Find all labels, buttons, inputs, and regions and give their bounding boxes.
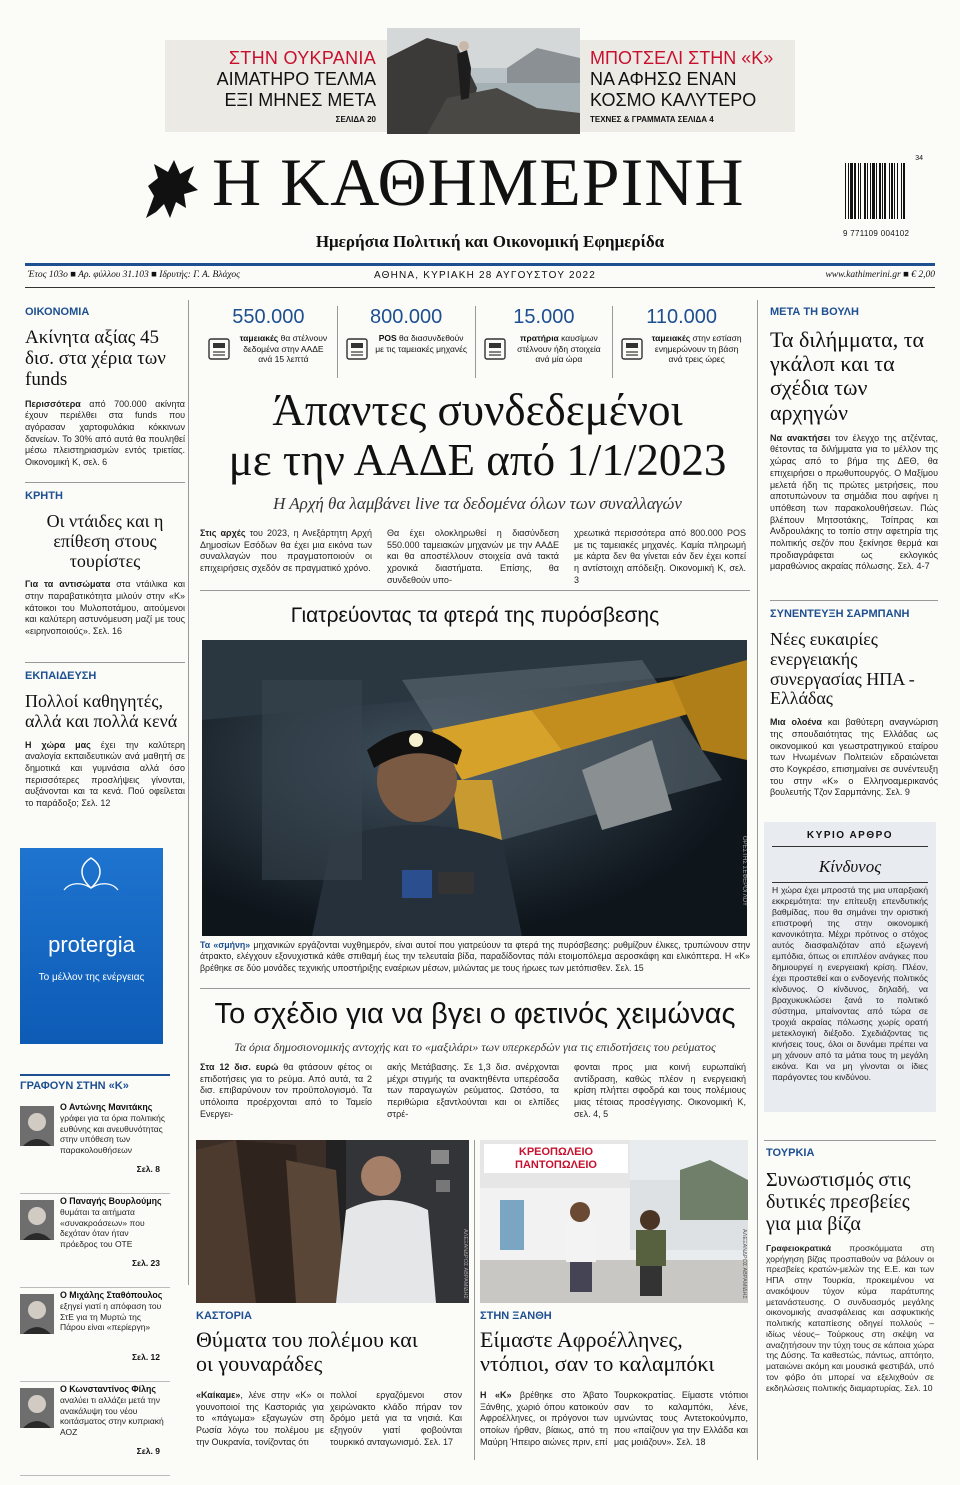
writer-name: Ο Μιχάλης Σταθόπουλος [60,1290,163,1300]
education-story[interactable] [25,670,185,810]
kastoria-col2: πολλοί εργαζόμενοι στον χειρώνακτο κλάδο πήραν τον δρόμο μετά για τα νησιά. Και εξηγούν γιατί φοβούνται τουρκικό ανταγωνισμό. Σελ. 17 [330,1390,462,1447]
winter-headline[interactable]: Το σχέδιο για να βγει ο φετινός χειμώνας [214,998,736,1030]
winter-col2: ακής Μετάβασης. Σε 1,3 δισ. ανέρχονται μέχρι στιγμής τα ανακτηθέντα υπερέσοδα των παραγωγών ρεύματος. Ωστόσο, τα περιθώρια εξαντλούνται και οι ελπίδες στρέ- [387,1062,559,1119]
date-rule [25,287,935,288]
divider [200,590,750,591]
column-divider [474,1140,475,1460]
barcode-number: 9 771109 004102 [843,229,910,238]
lead-col1: Στις αρχές του 2023, η Ανεξάρτητη Αρχή Δημοσίων Εσόδων θα έχει μια εικόνα των συναλλαγών που πραγματοποιούν οι επιχειρήσεις σχεδόν σε πραγματικό χρόνο. [200,528,373,574]
writer-page: Σελ. 12 [131,1352,160,1362]
section-label: ΜΕΤΑ ΤΗ ΒΟΥΛΗ [770,306,859,318]
issue-info: Έτος 103ο ■ Αρ. φύλλου 31.103 ■ Ιδρυτής: Γ. Α. Βλάχος [28,270,241,280]
receipt-icon [619,333,645,363]
divider [764,1140,936,1141]
avatar [20,1106,54,1146]
writer-name: Ο Αντώνης Μανιτάκης [60,1102,153,1112]
kastoria-col1: «Καίκαμε», λένε στην «Κ» οι γουνοποιοί της Καστοριάς για το «πάγωμα» εξαγωγών στη Ρωσία λόγω του πολέμου με την Ουκρανία, τονίζοντας ότι [196,1390,324,1447]
griffin-icon [140,156,202,222]
xanthi-photo[interactable] [480,1140,748,1303]
avatar [20,1294,54,1334]
editorial-label: ΚΥΡΙΟ ΑΡΘΡΟ [806,830,894,841]
masthead-logo [140,156,202,222]
teaser-right-kicker: ΜΠΟΤΣΕΛΙ ΣΤΗΝ «Κ» [590,48,774,68]
lead-headline[interactable] [200,386,755,485]
editorial-text: Η χώρα έχει μπροστά της μια υπαρξιακή εκκρεμότητα: την επίτευξη επενδυτικής βαθμίδας, που θα σημάνει την οριστική επιστροφή της στην οικονομική κανονικότητα. Μέχρι πρότινος ο στόχος αυτός διασφαλιζόταν από εξωγενή εμπόδια, όπως οι επιπλέον ανάγκες που δημιουργεί η ενεργειακή κρίση. Πλέον, έχει προστεθεί και ο ενδογενής πολιτικός κίνδυνος. Ο κίνδυνος, δηλαδή, να βραχυκυκλώσει ξανά το πολιτικό σύστημα, μπαίνοντας από τώρα σε τροχιά ακραίας πόλωσης χωρίς ορατή μετεκλογική διέξοδο. Σχεδιάζοντας τις κινήσεις τους, όλοι οι δυνάμει πρέπει να μη χάνουν από τα μάτια τους τη μεγάλη εικόνα. Και να μη γίνονται οι ίδιες παράγοντες του κινδύνου. [772,885,928,1082]
divider [772,882,928,883]
headline: Οι ντάιδες και η επίθεση στους τουρίστες [46,511,164,571]
masthead-subtitle: Ημερήσια Πολιτική και Οικονομική Εφημερίδα [315,232,665,251]
writer-text: αναλύει τι αλλάζει μετά την ανακάλυψη του νέου κοιτάσματος στην κυπριακή ΑΟΖ [60,1395,164,1437]
editorial-title: Κίνδυνος [818,857,882,876]
winter-subhead: Τα όρια δημοσιονομικής αντοχής και το «μαξιλάρι» των υπερκερδών για τις επιδοτήσεις του ρεύματος [234,1040,716,1054]
stat-value: 550.000 [232,306,305,328]
stat-item [613,306,750,378]
xanthi-col1: Η «Κ» βρέθηκε στο Άβατο Ξάνθης, χωριό όπου κατοικούν Αφροέλληνες, οι πρόγονοι των οποίων ήρθαν, βίαιως, από τη Μαύρη Ήπειρο αιώνες πριν, επί [480,1390,608,1447]
section-label: ΤΟΥΡΚΙΑ [766,1147,815,1159]
story-text: Μια ολοένα και βαθύτερη αναγνώριση της σπουδαιότητας της Ελλάδας ως οικονομικού και γεωστρατηγικού εταίρου των Ηνωμένων Πολιτειών εδραιώνεται στο Κογκρέσο, επισημαίνει σε συνέντευξη του στην «Κ» ο Ελληνοαμερικανός βουλευτής Τζον Σαρμπάνης. Σελ. 9 [770,717,938,798]
story-text: Περισσότερα από 700.000 ακίνητα έχουν περιέλθει στα funds που αγόρασαν χαρτοφυλάκια κόκκινων δανείων. Το 30% από αυτά θα πουληθεί μέσω πλειστηριασμών εντός τριετίας. Οικονομική Κ, σελ. 6 [25,398,185,468]
writer-name: Ο Κωνσταντίνος Φίλης [60,1384,156,1394]
economy-story[interactable] [25,306,185,469]
editorial-box[interactable] [764,822,936,1112]
writers-section: ΓΡΑΦΟΥΝ ΣΤΗΝ «Κ» [20,1080,129,1092]
divider [25,662,185,663]
writers-rule [20,1074,170,1076]
winter-col1: Στα 12 δισ. ευρώ θα φτάσουν φέτος οι επιδοτήσεις για το ρεύμα. Από αυτά, τα 2 δισ. επιβαρύνουν τον προϋπολογισμό. Τα υπόλοιπα προέρχονται από το Ταμείο Ενεργει- [200,1062,372,1119]
web-price: www.kathimerini.gr ■ € 2,00 [825,270,935,280]
masthead-rule [25,263,935,266]
lead-col3: χρεωτικά περισσότερα από 800.000 POS με τις ταμειακές μηχανές. Καμία πληρωμή με κάρτα δεν θα γίνεται εάν δεν έχει κοπεί η αντίστοιχη απόδειξη. Οικονομική Κ, σελ. 3 [574,528,746,585]
avatar [20,1388,54,1428]
furrier-illustration [196,1140,469,1303]
story-text: Για τα αντισώματα στα ντάιλικα και στην παραβατικότητα μιλούν στην «Κ» κάτοικοι του Μυλοποτάμου, αιτούμενοι και καλύτερη αστυνόμευση μαζί με τους «ειρηνοποιούς». Σελ. 16 [25,579,185,637]
issue-date: ΑΘΗΝΑ, ΚΥΡΙΑΚΗ 28 ΑΥΓΟΥΣΤΟΥ 2022 [373,270,597,281]
lead-subhead: Η Αρχή θα λαμβάνει live τα δεδομένα όλων των συναλλαγών [273,494,682,513]
teaser-left[interactable] [170,48,376,124]
headline: Τα διλήμματα, τα γκάλοπ και τα σχέδια των αρχηγών [770,327,925,425]
column-divider-left [188,300,189,1285]
teaser-right-page: ΤΕΧΝΕΣ & ΓΡΑΜΜΑΤΑ ΣΕΛΙΔΑ 4 [590,115,714,124]
teaser-photo-coast[interactable] [387,28,580,134]
avatar [20,1200,54,1240]
writer-page: Σελ. 23 [131,1258,160,1268]
technician-photo[interactable] [202,640,747,936]
shop-sign-line1: ΚΡΕΟΠΩΛΕΙΟ [518,1146,594,1158]
writer-item[interactable] [20,1102,170,1194]
stat-text: πρατήρια καυσίμων στέλνουν ήδη στοιχεία ανά μία ώρα [517,333,601,365]
divider [772,846,928,847]
writer-text: γράφει για τα όρια πολιτικής ευθύνης και ανευθυνότητας στην υπόθεση των παρακολουθήσεων [60,1113,165,1155]
stats-row [200,306,750,378]
section-label: ΟΙΚΟΝΟΜΙΑ [25,306,90,318]
technician-illustration [202,640,747,936]
shop-sign-line2: ΠΑΝΤΟΠΩΛΕΙΟ [515,1158,597,1171]
masthead-title: Η ΚΑΘΗΜΕΡΙΝΗ [212,144,745,220]
shop-sign [484,1144,628,1173]
stat-item [476,306,614,378]
writer-text: θυμάται τα αιτήματα «συνακροάσεων» που δεχόταν όταν ήταν πρόεδρος του ΟΤΕ [60,1207,145,1249]
headline: Πολλοί καθηγητές, αλλά και πολλά κενά [25,691,178,731]
divider [770,600,938,601]
teaser-left-line1: ΑΙΜΑΤΗΡΟ ΤΕΛΜΑ [216,69,376,89]
winter-col3: φονται προς μια κοινή ευρωπαϊκή αντίδραση, καθώς πλέον η ενεργειακή κρίση πλήττει σφοδρά και τους πολέμιους μιας τέτοιας προσέγγισης. Οικονομική Κ, σελ. 4, 5 [574,1062,746,1119]
writer-text: εξηγεί γιατί η απόφαση του ΣτΕ για τη Μυρτώ της Πάρου είναι «περίεργη» [60,1301,162,1333]
stat-item [200,306,338,378]
lead-headline-line2: με την ΑΑΔΕ από 1/1/2023 [228,434,727,485]
photo-caption: Τα «σμήνη» μηχανικών εργάζονται νυχθημερόν, είναι αυτοί που γιατρεύουν τα φτερά της πυρόσβεσης: ρυθμίζουν έλικες, τρυπώνουν στην άτρακτο, ελέγχουν εξονυχιστικά κάθε σπιθαμή έως την τελευταία βίδα, παραδίδοντας πάλι ετοιμοπόλεμα αεροσκάφη και ελικόπτερα. Η «Κ» βρέθηκε σε δύο μονάδες τεχνικής υποστήριξης εναέριων μέσων, μιλώντας με τους ήρωες των μετόπισθεν. Σελ. 15 [200,940,750,973]
ad-slogan: Το μέλλον της ενέργειας [38,972,145,983]
teaser-right-line2: ΚΟΣΜΟ ΚΑΛΥΤΕΡΟ [590,90,757,110]
teaser-right[interactable] [590,48,790,124]
lead-col2: Θα έχει ολοκληρωθεί η διασύνδεση 550.000 ταμειακών μηχανών με την ΑΑΔΕ και θα αποστέλλουν στοιχεία ανά τακτά χρονικά διαστήματα. Επίσης, θα συνδεθούν υπο- [387,528,559,585]
fuel-pump-icon [482,333,508,363]
divider [200,988,750,989]
stat-text: POS θα διασυνδεθούν με τις ταμειακές μηχανές [375,333,468,354]
writer-name: Ο Παναγής Βουρλούμης [60,1196,162,1206]
writer-item[interactable] [20,1196,170,1288]
pos-terminal-icon [344,333,370,363]
stat-value: 15.000 [513,306,575,328]
stat-item [338,306,476,378]
story-text: Γραφειοκρατικά προσκόμματα στη χορήγηση βίζας προσπαθούν να βάλουν οι πρεσβείες κρατών-μελών της Ε.Ε. και των ΗΠΑ στην Τουρκία, προκειμένου να ανακόψουν τύχον κύμα παράτυπης μετανάστευσης. Ο συνδυασμός μεγάλης οικονομικής ανασφάλειας και ασφυκτικής πολιτικής καταπίεσης οδηγεί πολλούς –ιδίως νέους– Τούρκους στη σκέψη να αναζητήσουν την τύχη τους σε κάποια χώρα της Δύσης. Τα καθεστώς, πάντως, απτόητο, ματαιώνει ακόμη και μουσικά φεστιβάλ, υπό τον φόβο ότι μπορεί να εξελιχθούν σε εκδηλώσεις πολιτικής διαμαρτυρίας. Σελ. 10 [766,1243,934,1393]
writer-page: Σελ. 9 [136,1446,160,1456]
xanthi-section: ΣΤΗΝ ΞΑΝΘΗ [480,1310,552,1322]
crete-story[interactable] [25,490,185,638]
writer-item[interactable] [20,1290,170,1382]
stat-text: ταμειακές στην εστίαση ενημερώνουν τη βάση ανά τρεις ώρες [651,333,742,365]
stat-value: 110.000 [646,306,718,328]
photo-credit: ΑΛΕΞΑΝΔΡΟΣ ΑΒΡΑΜΙΔΗΣ [741,1229,747,1299]
xanthi-col2: Τουρκοκρατίας. Είμαστε ντόπιοι σαν το καλαμπόκι, λένε, υμνώντας τους Αντετοκούνμπο, που «παίζουν για την Ελλάδα και μας μοιάζουν». Σελ. 18 [614,1390,748,1447]
story-text: Να ανακτήσει τον έλεγχο της ατζέντας, θέτοντας τα διλήμματα για το μέλλον της χώρας από το βήμα της ΔΕΘ, θα επιχειρήσει ο πρωθυπουργός. Ο Μαξίμου μελετά ήδη τις πρώτες μετρήσεις, που αποτυπώνουν τα σημάδια που αφήνει η υπόθεση των παρακολουθήσεων. Πώς βλέπουν Μητσοτάκης, Τσίπρας και Ανδρουλάκης το τοπίο στην αφετηρία της πολιτικής σεζόν που ξεκίνησε θερμά και προδιαγράφεται ως εκλογικός μαραθώνιος ακραίας πόλωσης. Σελ. 4-7 [770,432,938,572]
protergia-ad[interactable] [20,848,163,1044]
ad-brand: protergia [48,932,135,957]
stat-value: 800.000 [369,306,443,328]
politics-story[interactable] [770,306,938,573]
xanthi-headline[interactable]: Είμαστε Αφροέλληνες, ντόπιοι, σαν το καλαμπόκι [480,1327,715,1377]
writer-item[interactable] [20,1384,170,1476]
furrier-photo[interactable] [196,1140,469,1303]
photo-story-title: Γιατρεύοντας τα φτερά της πυρόσβεσης [290,604,660,627]
headline: Νέες ευκαιρίες ενεργειακής συνεργασίας ΗΠΑ - Ελλάδας [770,629,915,709]
teaser-left-line2: ΕΞΙ ΜΗΝΕΣ ΜΕΤΑ [224,90,376,110]
coast-photo [387,28,580,134]
barcode [843,155,923,239]
teaser-right-line1: ΝΑ ΑΦΗΣΩ ΕΝΑΝ [590,69,737,89]
section-label: ΕΚΠΑΙΔΕΥΣΗ [25,670,97,682]
barcode-bars [843,163,923,223]
barcode-top: 34 [915,155,923,162]
section-label: ΣΥΝΕΝΤΕΥΞΗ ΣΑΡΜΠΑΝΗ [770,608,910,620]
story-text: Η χώρα μας έχει την καλύτερη αναλογία εκπαιδευτικών ανά μαθητή σε δημοτικά και γυμνάσια αλλά όσο περισσότερες προσλήψεις γίνονται, αυξάνονται και τα κενά. Πού οφείλεται το παράδοξο; Σελ. 12 [25,739,185,809]
divider [25,482,185,483]
photo-credit: ΟΡΕΣΤΗΣ ΣΕΦΕΡΟΓΛΟΥ [741,835,747,906]
teaser-left-page: ΣΕΛΙΔΑ 20 [335,115,376,124]
protergia-logo-icon [20,848,163,938]
kastoria-headline[interactable]: Θύματα του πολέμου και οι γουναράδες [196,1327,418,1377]
writers-list [20,1102,170,1478]
cash-register-icon [206,333,232,363]
lead-headline-line1: Άπαντες συνδεδεμένοι [272,385,683,435]
turkey-story[interactable] [766,1147,934,1393]
photo-credit: ΑΛΕΞΑΝΔΡΟΣ ΑΒΡΑΜΙΔΗΣ [462,1229,468,1299]
writer-page: Σελ. 8 [136,1164,160,1174]
headline: Συνωστισμός στις δυτικές πρεσβείες για μια βίζα [766,1169,911,1235]
kastoria-section: ΚΑΣΤΟΡΙΑ [196,1310,252,1322]
headline: Ακίνητα αξίας 45 δισ. στα χέρια των funds [25,327,166,390]
teaser-left-kicker: ΣΤΗΝ ΟΥΚΡΑΝΙΑ [228,48,376,68]
column-divider-right [757,300,758,1460]
stat-text: ταμειακές θα στέλνουν δεδομένα στην ΑΑΔΕ ανά 15 λεπτά [239,333,328,365]
section-label: ΚΡΗΤΗ [25,490,63,502]
interview-story[interactable] [770,608,938,799]
